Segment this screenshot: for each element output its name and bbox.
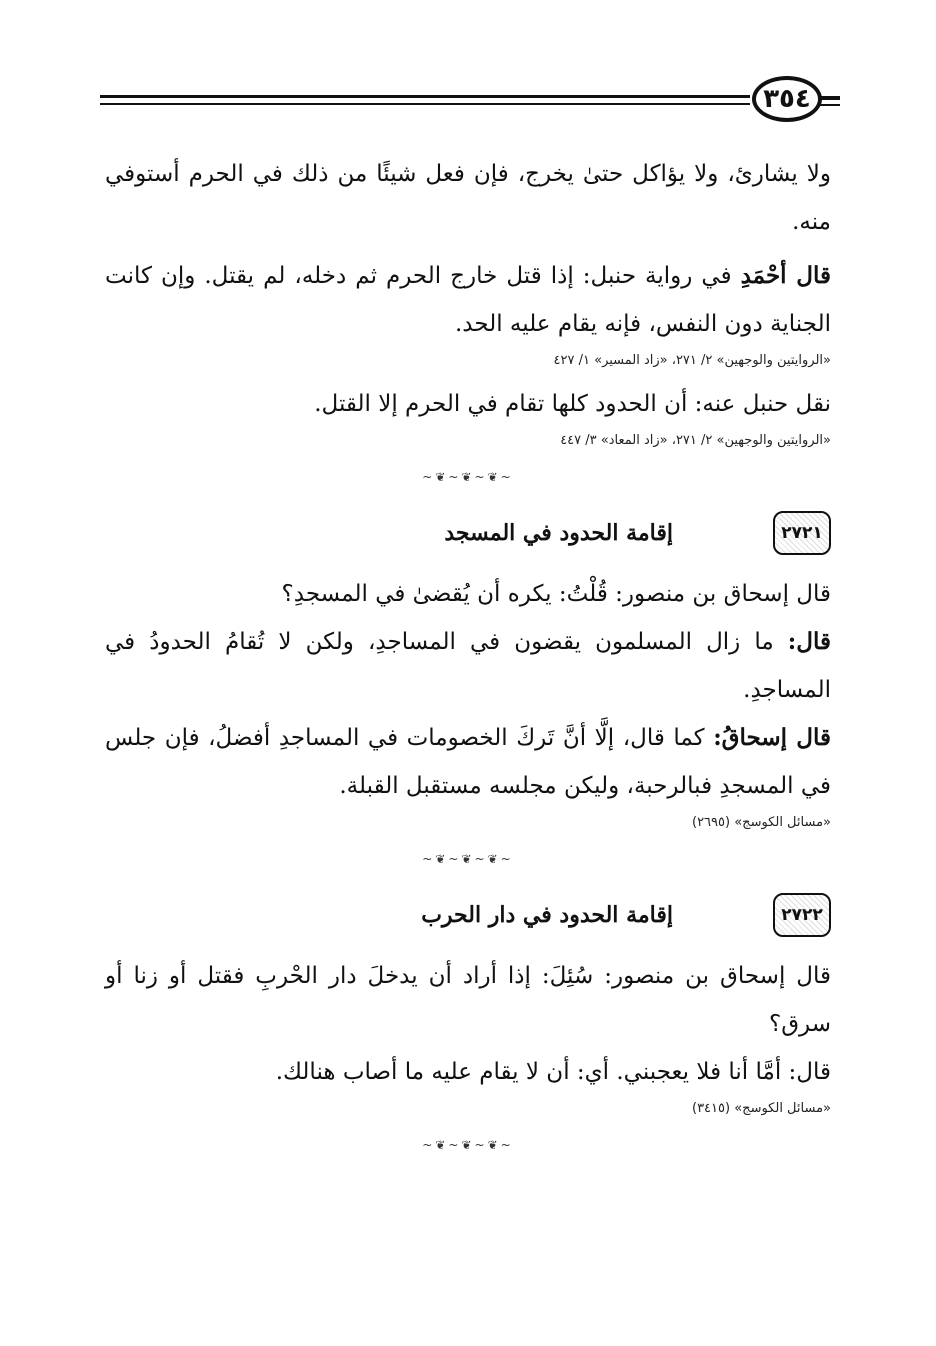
paragraph-2 (105, 252, 831, 348)
chapter-number-badge: ٢٧٢١ (773, 511, 831, 555)
header-rule-tail-thin (820, 104, 840, 106)
answer-2: قال: أمَّا أنا فلا يعجبني. أي: أن لا يقام عليه ما أصاب هنالك. (275, 1059, 831, 1085)
header-rule-thin (100, 103, 750, 105)
paragraph-3: نقل حنبل عنه: أن الحدود كلها تقام في الحرم إلا القتل. (314, 391, 831, 417)
page-number: ٣٥٤ (752, 76, 822, 122)
ornament-divider-3: ~❦~❦~❦~ (422, 1138, 514, 1152)
answer-1-text: ما زال المسلمون يقضون في المساجدِ، ولكن لا تُقامُ الحدودُ في المساجدِ. (105, 629, 831, 703)
reference-3: «مسائل الكوسج» (٢٦٩٥) (692, 815, 831, 830)
page-header (100, 68, 840, 138)
chapter-number-badge-2: ٢٧٢٢ (773, 893, 831, 937)
reference-2: «الروايتين والوجهين» ٢/ ٢٧١، «زاد المعاد» ٣/ ٤٤٧ (560, 433, 831, 448)
chapter-title: إقامة الحدود في المسجد (444, 520, 673, 546)
paragraph-1: ولا يشارئ، ولا يؤاكل حتىٰ يخرج، فإن فعل شيئًا من ذلك في الحرم أستوفي منه. (105, 161, 831, 235)
ishaq-comment-text: كما قال، إلَّا أنَّ تَركَ الخصومات في المساجدِ أفضلُ، فإن جلس في المسجدِ فبالرحبة، وليكن مجلسه مستقبل القبلة. (105, 725, 831, 799)
ornament-divider-2: ~❦~❦~❦~ (422, 852, 514, 866)
speaker-ishaq: قال إسحاقُ: (713, 724, 831, 751)
ornament-divider: ~❦~❦~❦~ (422, 470, 514, 484)
page-body (105, 150, 831, 1174)
header-rule-tail (820, 96, 840, 100)
reference-4: «مسائل الكوسج» (٣٤١٥) (692, 1101, 831, 1116)
question-2: قال إسحاق بن منصور: سُئِلَ: إذا أراد أن يدخلَ دار الحْربِ فقتل أو زنا أو سرق؟ (105, 963, 831, 1037)
chapter-title-2: إقامة الحدود في دار الحرب (421, 902, 673, 928)
chapter-heading-1 (105, 506, 831, 560)
speaker-ahmad: قال أحْمَدِ (740, 262, 831, 289)
chapter-heading-2 (105, 888, 831, 942)
header-rule-thick (100, 95, 750, 98)
reference-1: «الروايتين والوجهين» ٢/ ٢٧١، «زاد المسير» ١/ ٤٢٧ (553, 353, 831, 368)
answer-1 (105, 618, 831, 714)
paragraph-2-text: في رواية حنبل: إذا قتل خارج الحرم ثم دخله، لم يقتل. وإن كانت الجناية دون النفس، فإنه يقام عليه الحد. (105, 263, 831, 337)
speaker-label: قال: (787, 628, 831, 655)
question-1: قال إسحاق بن منصور: قُلْتُ: يكره أن يُقضىٰ في المسجدِ؟ (281, 581, 831, 607)
ishaq-comment (105, 714, 831, 810)
